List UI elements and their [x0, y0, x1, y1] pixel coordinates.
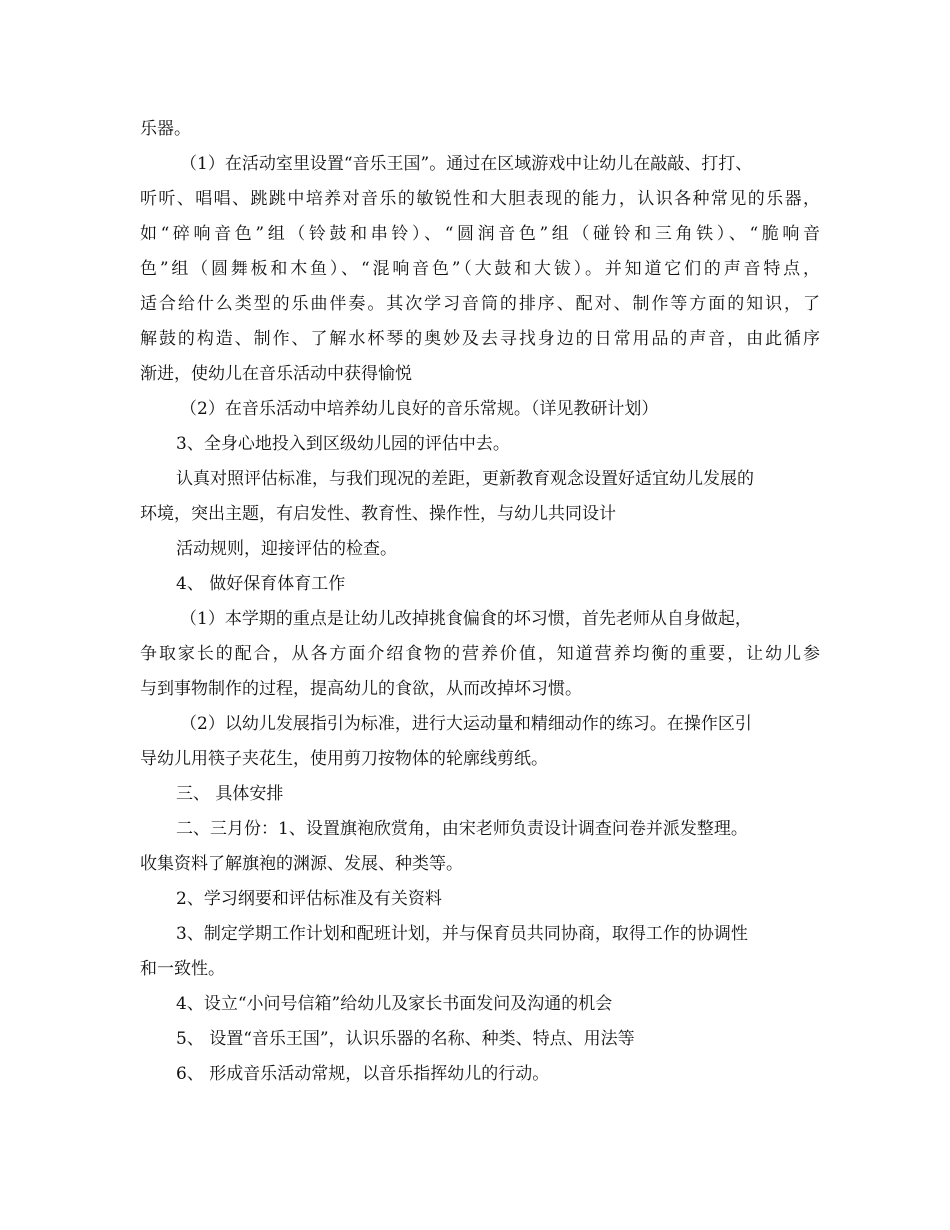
text-line: 三、 具体安排 — [176, 784, 284, 804]
text-line: （2）在音乐活动中培养幼儿良好的音乐常规。（详见教研计划） — [180, 399, 659, 419]
text-line: 收集资料了解旗袍的渊源、发展、种类等。 — [140, 854, 463, 874]
text-line: 4、 做好保育体育工作 — [176, 574, 346, 594]
text-line: （1）本学期的重点是让幼儿改掉挑食偏食的坏习惯，首先老师从自身做起， — [180, 609, 752, 629]
text-line: 认真对照评估标准，与我们现况的差距，更新教育观念设置好适宜幼儿发展的 — [176, 469, 754, 489]
text-line: 如“碎响音色”组（铃鼓和串铃）、“圆润音色”组（碰铃和三角铁）、“脆响音 — [140, 224, 820, 244]
text-line: 活动规则，迎接评估的检查。 — [176, 539, 397, 559]
text-line: 6、 形成音乐活动常规，以音乐指挥幼儿的行动。 — [176, 1064, 550, 1084]
text-line: 和一致性。 — [140, 959, 225, 979]
text-line: 二、三月份：1、设置旗袍欣赏角，由宋老师负责设计调查问卷并派发整理。 — [176, 819, 748, 839]
text-line: （1）在活动室里设置“音乐王国”。通过在区域游戏中让幼儿在敲敲、打打、 — [180, 154, 753, 174]
text-line: 争取家长的配合，从各方面介绍食物的营养价值，知道营养均衡的重要，让幼儿参 — [140, 644, 820, 664]
text-line: 色”组（圆舞板和木鱼）、“混响音色”（大鼓和大钹）。并知道它们的声音特点， — [140, 259, 820, 279]
text-line: 4、设立“小问号信箱”给幼儿及家长书面发问及沟通的机会 — [176, 994, 613, 1014]
text-line: （2）以幼儿发展指引为标准，进行大运动量和精细动作的练习。在操作区引 — [180, 714, 752, 734]
text-line: 3、全身心地投入到区级幼儿园的评估中去。 — [176, 434, 510, 454]
text-line: 3、制定学期工作计划和配班计划，并与保育员共同协商，取得工作的协调性 — [176, 924, 748, 944]
text-line: 乐器。 — [140, 119, 191, 139]
text-line: 导幼儿用筷子夹花生，使用剪刀按物体的轮廓线剪纸。 — [140, 749, 548, 769]
text-line: 与到事物制作的过程，提高幼儿的食欲，从而改掉坏习惯。 — [140, 679, 582, 699]
text-line: 渐进，使幼儿在音乐活动中获得愉悦 — [140, 364, 412, 384]
text-line: 5、 设置“音乐王国”，认识乐器的名称、种类、特点、用法等 — [176, 1029, 635, 1049]
text-line: 听听、唱唱、跳跳中培养对音乐的敏锐性和大胆表现的能力，认识各种常见的乐器， — [140, 189, 820, 209]
text-line: 解鼓的构造、制作、了解水杯琴的奥妙及去寻找身边的日常用品的声音，由此循序 — [140, 329, 820, 349]
text-line: 2、学习纲要和评估标准及有关资料 — [176, 889, 442, 909]
text-line: 环境，突出主题，有启发性、教育性、操作性，与幼儿共同设计 — [140, 504, 616, 524]
text-line: 适合给什么类型的乐曲伴奏。其次学习音筒的排序、配对、制作等方面的知识，了 — [140, 294, 820, 314]
